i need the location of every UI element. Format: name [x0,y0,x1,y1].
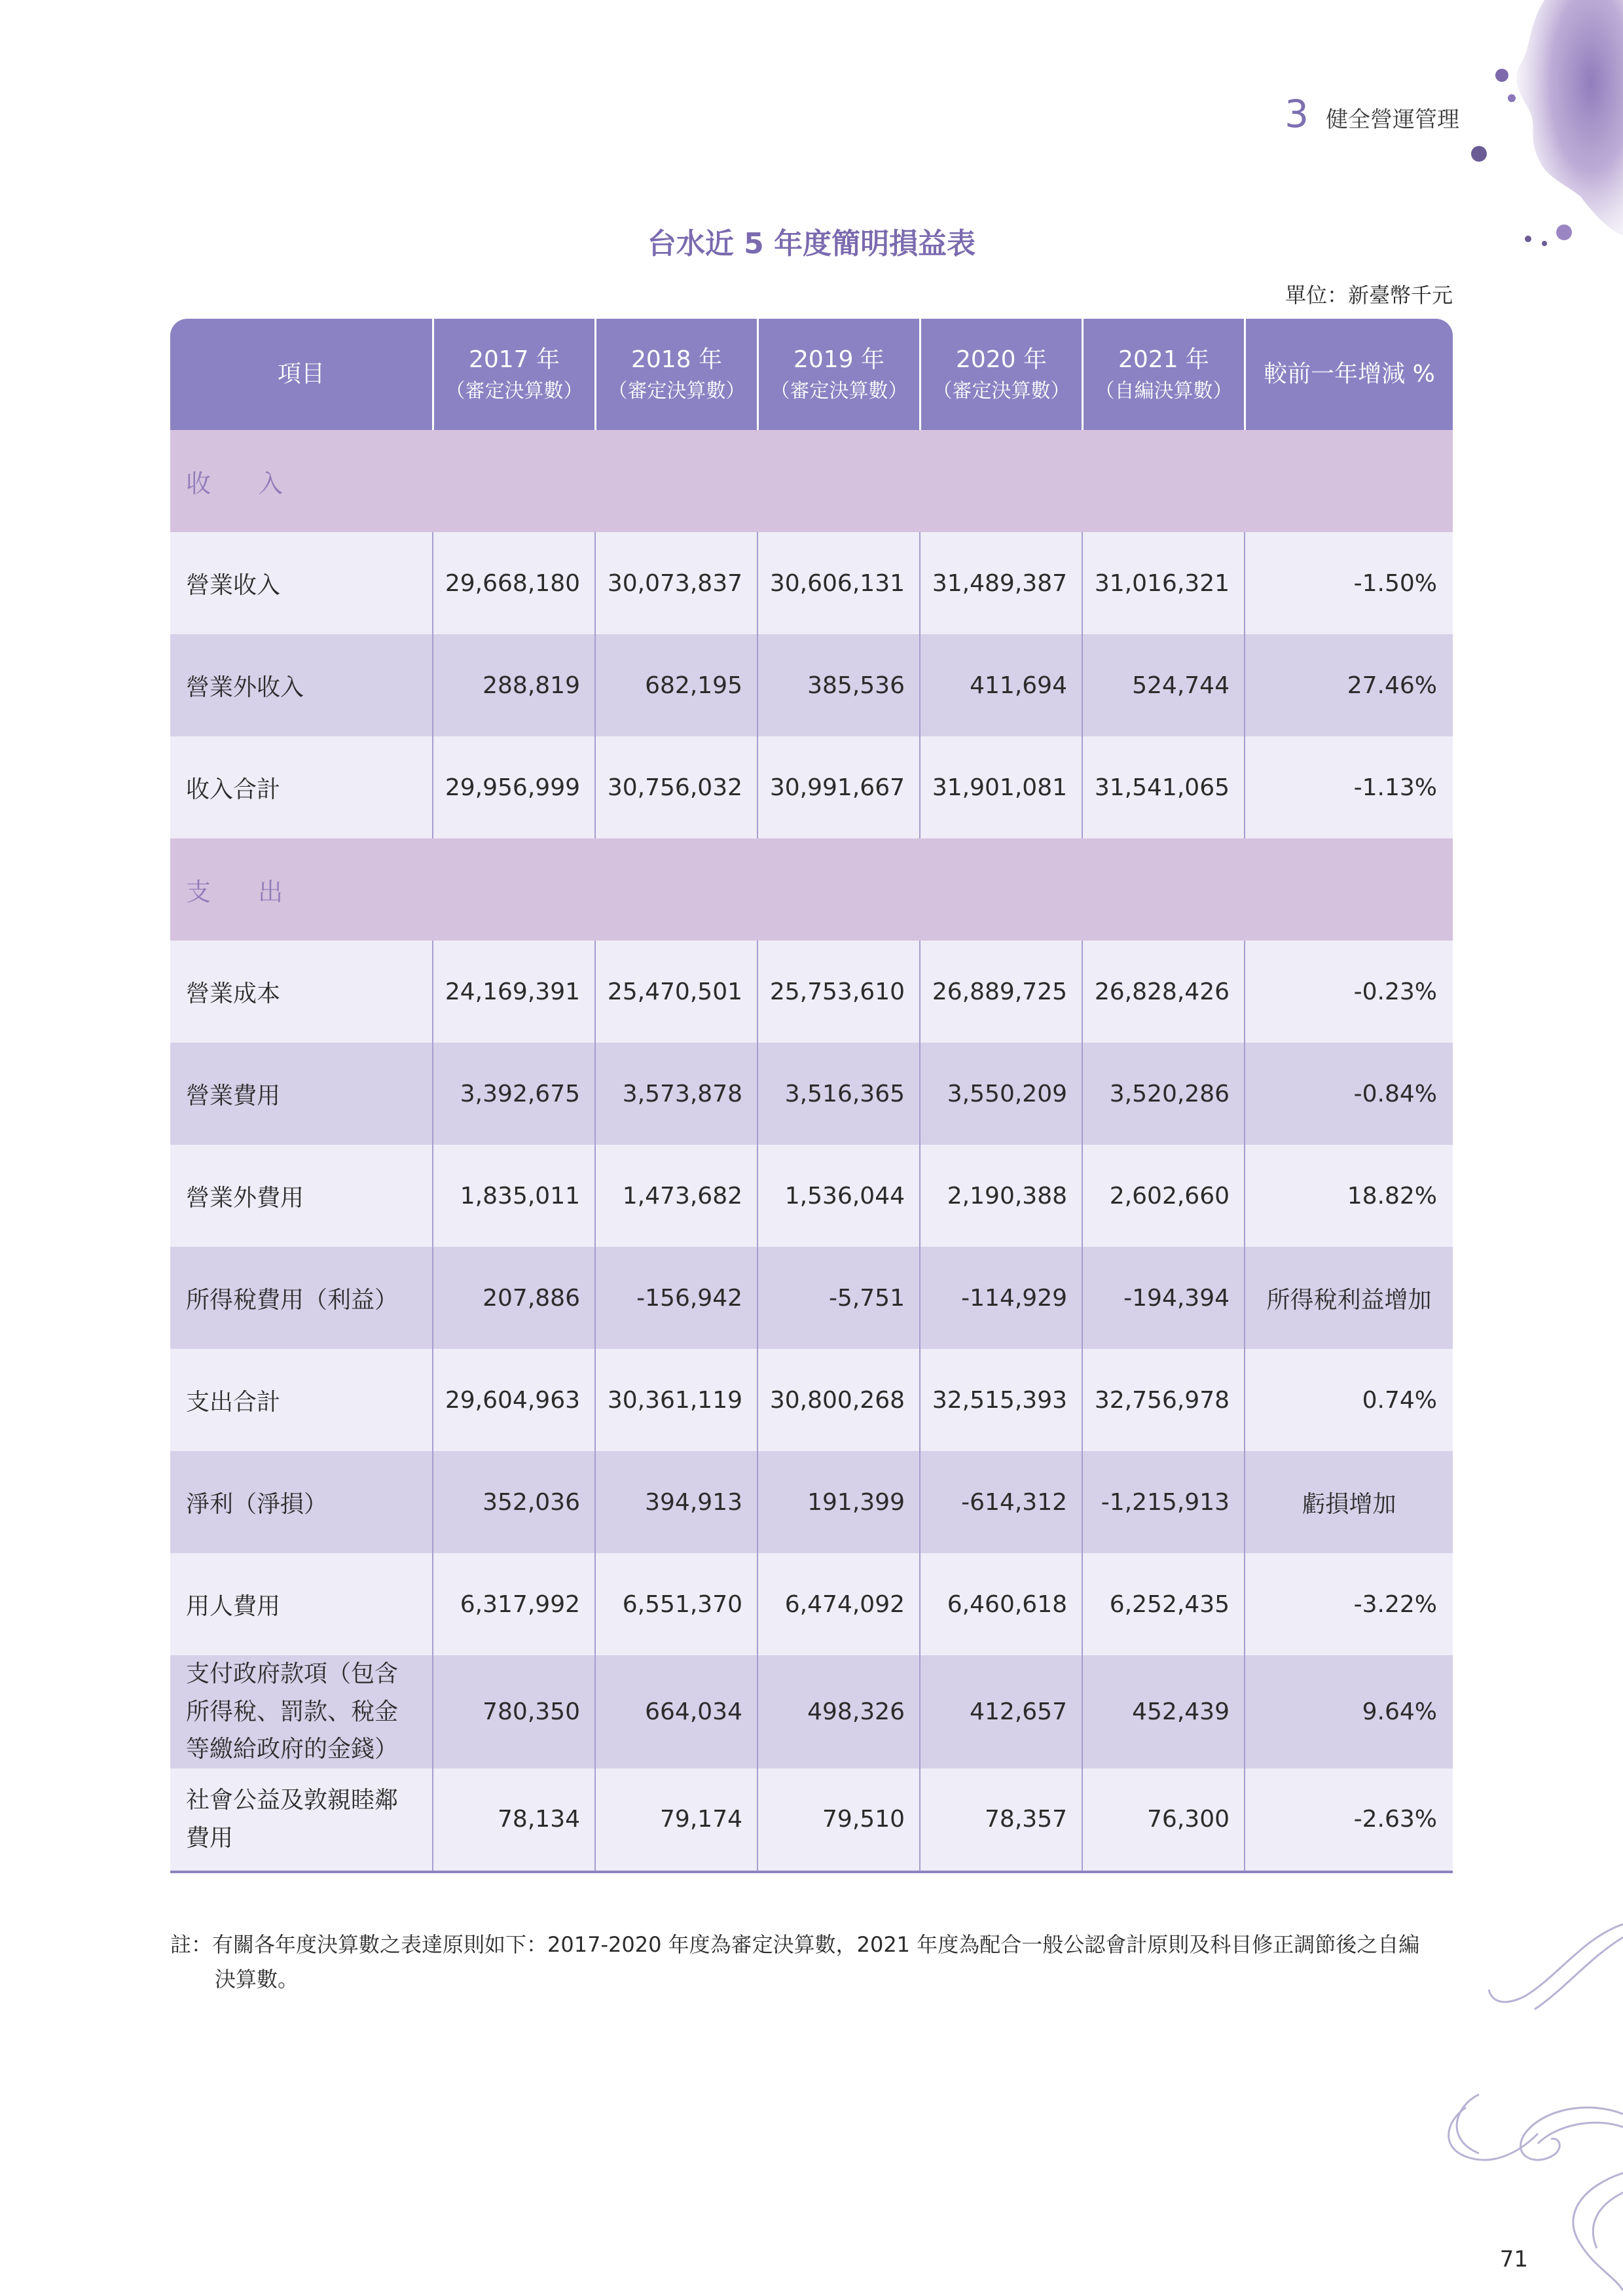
cell-value: 79,174 [594,1768,757,1871]
cell-value: 32,515,393 [919,1349,1082,1451]
table-row [170,736,1453,838]
header-year-2021 [1082,319,1244,430]
cell-value: 26,889,725 [919,941,1082,1043]
section-label-expense: 支 出 [170,838,1453,941]
row-label: 淨利（淨損） [170,1451,432,1553]
cell-value: 191,399 [757,1451,919,1553]
table-row [170,1768,1453,1871]
section-row-income [170,430,1453,532]
header-year-2019 [757,319,919,430]
income-statement-table [170,319,1453,1873]
cell-value: 30,361,119 [594,1349,757,1451]
header-year-label: 2019 年 [793,346,885,374]
row-label: 所得稅費用（利益） [170,1247,432,1349]
cell-value: 207,886 [432,1247,594,1349]
row-label: 用人費用 [170,1553,432,1655]
cell-value: 78,357 [919,1768,1082,1871]
table-row [170,1247,1453,1349]
row-label-line: 所得稅、罰款、稅金 [186,1698,399,1725]
cell-value: 682,195 [594,634,757,736]
cell-change: 0.74% [1244,1349,1453,1451]
cell-change: -3.22% [1244,1553,1453,1655]
cell-value: 394,913 [594,1451,757,1553]
table-title: 台水近 5 年度簡明損益表 [647,227,976,260]
header-year-2018 [594,319,757,430]
header-item: 項目 [170,319,432,430]
cell-value: 25,470,501 [594,941,757,1043]
cell-value: 31,901,081 [919,736,1082,838]
cell-value: -156,942 [594,1247,757,1349]
row-label: 營業收入 [170,532,432,634]
cell-value: 411,694 [919,634,1082,736]
row-label-line: 社會公益及敦親睦鄰 [186,1787,399,1814]
header-year-sub: （自編決算數） [1095,380,1233,403]
cell-value: 29,604,963 [432,1349,594,1451]
cell-value: 288,819 [432,634,594,736]
table-row [170,1349,1453,1451]
unit-note: 單位：新臺幣千元 [1285,283,1453,308]
cell-value: 780,350 [432,1655,594,1768]
table-row [170,634,1453,736]
cell-change: -1.13% [1244,736,1453,838]
cell-value: 498,326 [757,1655,919,1768]
cell-value: 30,800,268 [757,1349,919,1451]
page-number: 71 [1499,2246,1528,2272]
header-year-2020 [919,319,1082,430]
cell-value: 30,606,131 [757,532,919,634]
cell-value: 3,520,286 [1082,1043,1244,1145]
header-year-2017 [432,319,594,430]
page-header [1285,92,1459,136]
cell-value: 1,536,044 [757,1145,919,1247]
footnote-line: 註：有關各年度決算數之表達原則如下：2017-2020 年度為審定決算數，2021 年度為配合一般公認會計原則及科目修正調節後之自編 [170,1932,1420,1957]
cell-value: 76,300 [1082,1768,1244,1871]
cell-change: 所得稅利益增加 [1244,1247,1453,1349]
footnote [170,1928,1457,1997]
cell-value: -194,394 [1082,1247,1244,1349]
header-year-label: 2020 年 [955,346,1048,374]
cell-value: 24,169,391 [432,941,594,1043]
cell-value: 31,016,321 [1082,532,1244,634]
cell-value: 352,036 [432,1451,594,1553]
row-label: 營業費用 [170,1043,432,1145]
row-label [170,1655,432,1768]
cell-value: 6,551,370 [594,1553,757,1655]
table-row [170,532,1453,634]
cell-value: 78,134 [432,1768,594,1871]
cell-value: 1,835,011 [432,1145,594,1247]
cell-value: 32,756,978 [1082,1349,1244,1451]
cell-value: 3,573,878 [594,1043,757,1145]
header-year-sub: （審定決算數） [932,380,1070,403]
cell-value: 26,828,426 [1082,941,1244,1043]
header-year-label: 2017 年 [468,346,560,374]
cell-value: 6,252,435 [1082,1553,1244,1655]
header-year-sub: （審定決算數） [770,380,908,403]
table-row [170,1145,1453,1247]
cell-value: 31,541,065 [1082,736,1244,838]
cell-change: -2.63% [1244,1768,1453,1871]
cell-value: 29,956,999 [432,736,594,838]
chapter-number: 3 [1285,92,1309,136]
cell-value: 3,392,675 [432,1043,594,1145]
cell-value: -614,312 [919,1451,1082,1553]
table-row [170,941,1453,1043]
row-label-line: 支付政府款項（包含 [186,1660,399,1687]
cell-change: 9.64% [1244,1655,1453,1768]
row-label-line: 費用 [186,1824,234,1852]
row-label: 營業成本 [170,941,432,1043]
cell-change: -0.23% [1244,941,1453,1043]
cell-value: 79,510 [757,1768,919,1871]
cell-value: 29,668,180 [432,532,594,634]
header-year-sub: （審定決算數） [445,380,583,403]
cell-change: -1.50% [1244,532,1453,634]
cell-change: 虧損增加 [1244,1451,1453,1553]
cell-value: 6,460,618 [919,1553,1082,1655]
cell-value: 31,489,387 [919,532,1082,634]
table-row [170,1553,1453,1655]
row-label: 營業外費用 [170,1145,432,1247]
cell-change: 18.82% [1244,1145,1453,1247]
header-change: 較前一年增減 % [1244,319,1453,430]
cell-value: -1,215,913 [1082,1451,1244,1553]
row-label: 支出合計 [170,1349,432,1451]
footnote-line: 決算數。 [215,1966,299,1992]
row-label [170,1768,432,1871]
cell-value: 385,536 [757,634,919,736]
cell-value: 1,473,682 [594,1145,757,1247]
table-header-row [170,319,1453,430]
section-label-income: 收 入 [170,430,1453,532]
cell-value: 25,753,610 [757,941,919,1043]
header-year-sub: （審定決算數） [608,380,746,403]
header-year-label: 2018 年 [630,346,723,374]
cell-value: 2,602,660 [1082,1145,1244,1247]
cell-value: 3,516,365 [757,1043,919,1145]
cell-value: 3,550,209 [919,1043,1082,1145]
cell-change: -0.84% [1244,1043,1453,1145]
row-label: 營業外收入 [170,634,432,736]
row-label: 收入合計 [170,736,432,838]
cell-value: 524,744 [1082,634,1244,736]
cell-value: 6,474,092 [757,1553,919,1655]
cell-change: 27.46% [1244,634,1453,736]
cell-value: 30,991,667 [757,736,919,838]
cell-value: 664,034 [594,1655,757,1768]
table-row [170,1043,1453,1145]
table-row [170,1451,1453,1553]
cell-value: -5,751 [757,1247,919,1349]
cell-value: -114,929 [919,1247,1082,1349]
table-row [170,1655,1453,1768]
cell-value: 30,756,032 [594,736,757,838]
section-row-expense [170,838,1453,941]
row-label-line: 等繳給政府的金錢） [186,1736,399,1763]
cell-value: 412,657 [919,1655,1082,1768]
cell-value: 452,439 [1082,1655,1244,1768]
cell-value: 30,073,837 [594,532,757,634]
cell-value: 2,190,388 [919,1145,1082,1247]
chapter-title: 健全營運管理 [1326,107,1459,133]
header-year-label: 2021 年 [1118,346,1210,374]
cell-value: 6,317,992 [432,1553,594,1655]
